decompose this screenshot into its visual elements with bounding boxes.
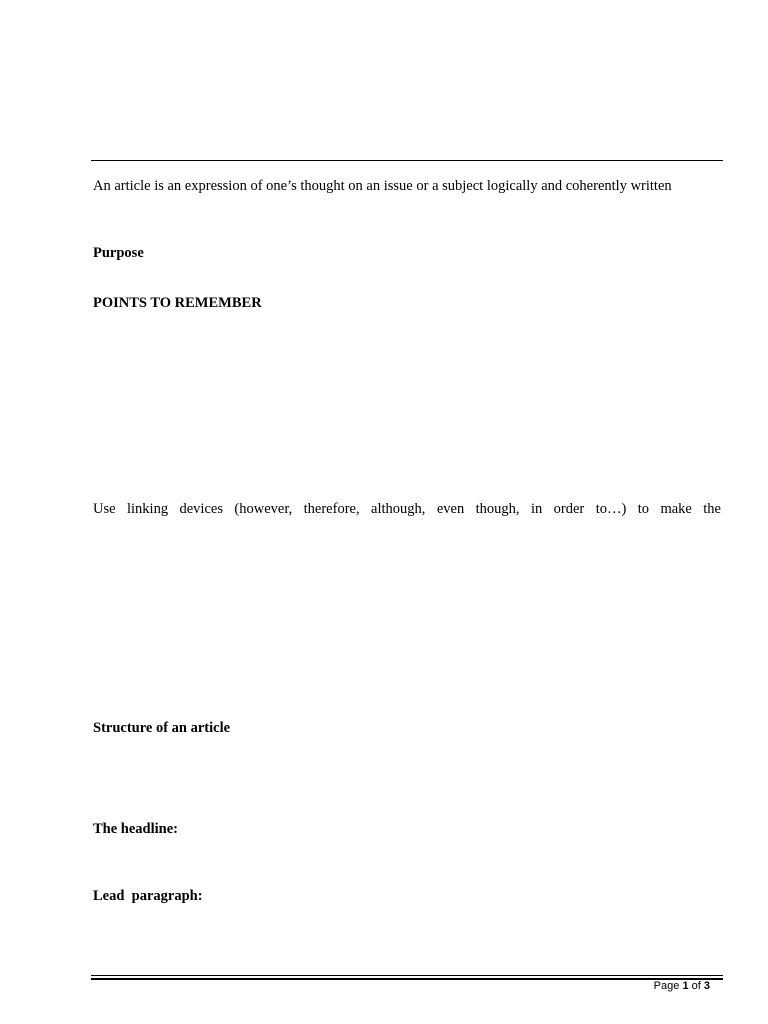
footer-rule-thick [91,978,723,980]
page-word: Page [653,980,680,992]
total-pages-number: 3 [703,980,710,992]
points-to-remember-heading: POINTS TO REMEMBER [93,295,262,311]
footer-rule-thin [91,975,723,976]
header-rule [91,160,723,161]
purpose-heading: Purpose [93,245,144,261]
page-indicator [654,980,710,992]
linking-devices-paragraph: Use linking devices (however, therefore, although, even though, in order to…) to make the [93,501,721,517]
current-page-number: 1 [682,980,689,992]
headline-heading: The headline: [93,821,178,837]
intro-paragraph: An article is an expression of one’s thought on an issue or a subject logically and coherently written [93,178,672,194]
lead-paragraph-heading: Lead paragraph: [93,888,203,904]
structure-heading: Structure of an article [93,720,231,736]
of-word: of [691,980,701,992]
